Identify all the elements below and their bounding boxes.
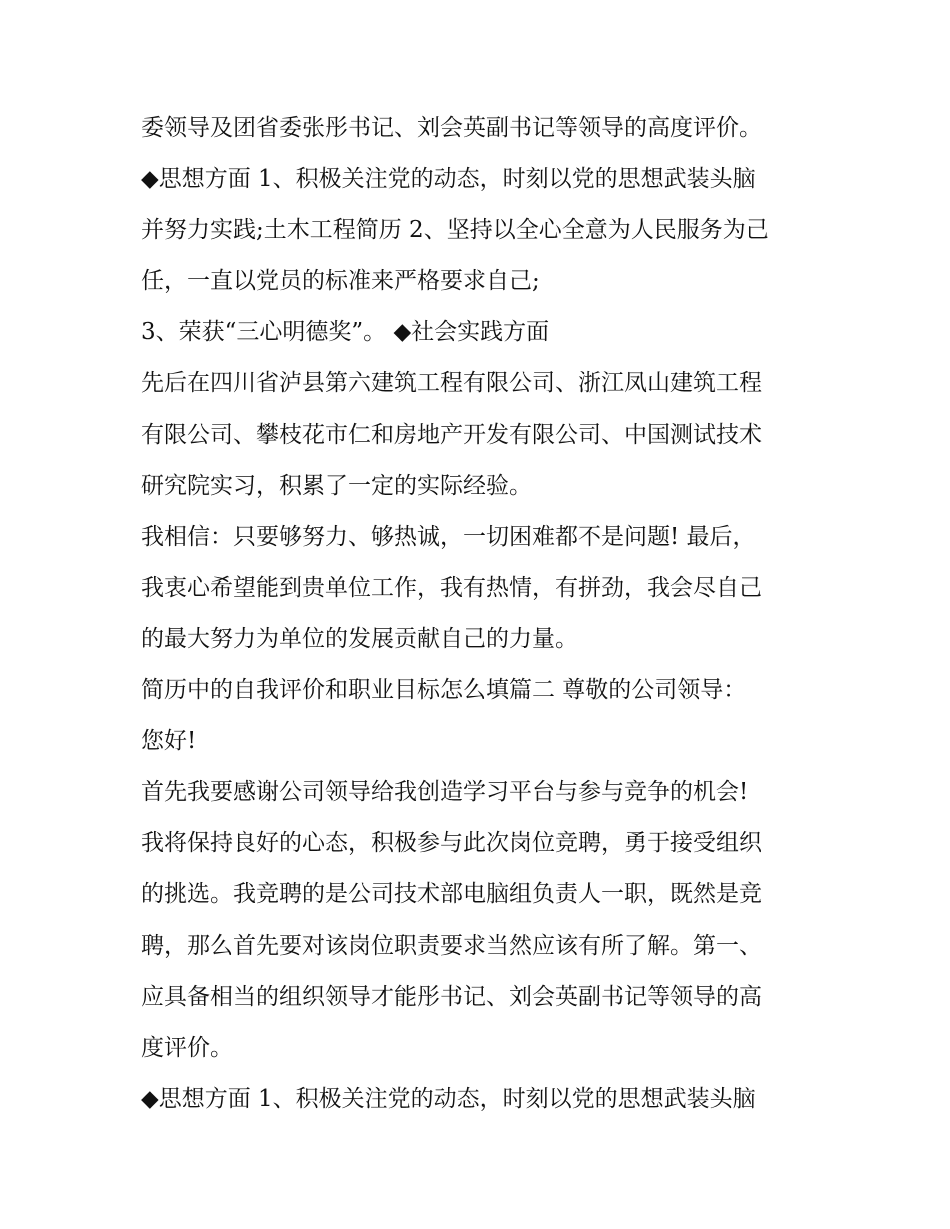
document-body: [141, 103, 821, 1125]
text-line: 并努力实践;土木工程简历 2、坚持以全心全意为人民服务为己: [141, 217, 769, 244]
text-line: 委领导及团省委张彤书记、刘会英副书记等领导的高度评价。: [141, 115, 762, 141]
text-line: 有限公司、攀枝花市仁和房地产开发有限公司、中国测试技术: [141, 421, 762, 448]
text-line: 的最大努力为单位的发展贡献自己的力量。: [141, 625, 578, 652]
text-line: ◆思想方面 1、积极关注党的动态，时刻以党的思想武装头脑: [141, 166, 756, 193]
text-line: 的挑选。我竞聘的是公司技术部电脑组负责人一职，既然是竞: [141, 881, 762, 908]
text-line: 首先我要感谢公司领导给我创造学习平台与参与竞争的机会!: [141, 779, 749, 806]
text-line: 我相信：只要够努力、够热诚，一切困难都不是问题! 最后，: [141, 523, 756, 550]
text-line: ◆思想方面 1、积极关注党的动态，时刻以党的思想武装头脑: [141, 1085, 756, 1112]
text-line: 应具备相当的组织领导才能彤书记、刘会英副书记等领导的高: [141, 983, 762, 1010]
text-line: 研究院实习，积累了一定的实际经验。: [141, 472, 532, 499]
text-line: 我将保持良好的心态，积极参与此次岗位竞聘，勇于接受组织: [141, 830, 762, 857]
text-line: 简历中的自我评价和职业目标怎么填篇二 尊敬的公司领导：: [141, 677, 747, 704]
text-line: 先后在四川省泸县第六建筑工程有限公司、浙江凤山建筑工程: [141, 370, 762, 397]
text-line: 任，一直以党员的标准来严格要求自己;: [141, 268, 540, 295]
text-line: 我衷心希望能到贵单位工作，我有热情，有拼劲，我会尽自己: [141, 574, 762, 601]
text-line: 您好!: [141, 728, 197, 755]
text-line: 度评价。: [141, 1034, 233, 1061]
text-line: 3、荣获“三心明德奖”。 ◆社会实践方面: [141, 319, 550, 346]
text-line: 聘，那么首先要对该岗位职责要求当然应该有所了解。第一、: [141, 932, 762, 959]
